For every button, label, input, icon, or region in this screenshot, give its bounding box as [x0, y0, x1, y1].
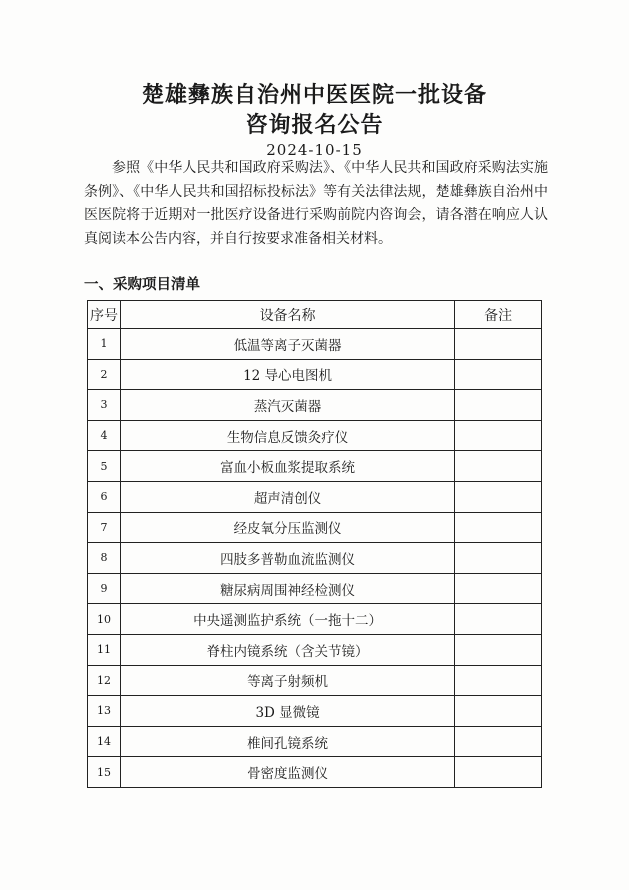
row-index: 13	[88, 696, 121, 727]
row-remarks	[455, 329, 542, 360]
table-row	[88, 451, 542, 482]
row-equipment-name: 富血小板血浆提取系统	[120, 451, 454, 482]
row-index: 4	[88, 420, 121, 451]
row-equipment-name: 3D 显微镜	[120, 696, 454, 727]
table-row	[88, 573, 542, 604]
table-row	[88, 696, 542, 727]
row-index: 10	[88, 604, 121, 635]
section-heading-procurement-list: 一、采购项目清单	[84, 277, 200, 293]
header-index: 序号	[88, 301, 121, 329]
table-row	[88, 329, 542, 360]
row-remarks	[455, 543, 542, 574]
table-row	[88, 512, 542, 543]
document-title-line-2: 咨询报名公告	[245, 113, 384, 138]
row-remarks	[455, 604, 542, 635]
header-equipment-name: 设备名称	[120, 301, 454, 329]
row-remarks	[455, 390, 542, 421]
row-equipment-name: 脊柱内镜系统（含关节镜）	[120, 634, 454, 665]
row-remarks	[455, 481, 542, 512]
table-row	[88, 359, 542, 390]
equipment-table	[87, 300, 542, 788]
row-equipment-name: 骨密度监测仪	[120, 757, 454, 788]
row-index: 9	[88, 573, 121, 604]
table-row	[88, 604, 542, 635]
row-remarks	[455, 359, 542, 390]
table-header-row	[88, 301, 542, 329]
row-equipment-name: 等离子射频机	[120, 665, 454, 696]
table-row	[88, 390, 542, 421]
row-equipment-name: 蒸汽灭菌器	[120, 390, 454, 421]
row-index: 6	[88, 481, 121, 512]
row-equipment-name: 椎间孔镜系统	[120, 726, 454, 757]
header-remarks: 备注	[455, 301, 542, 329]
table-row	[88, 634, 542, 665]
row-index: 11	[88, 634, 121, 665]
row-equipment-name: 低温等离子灭菌器	[120, 329, 454, 360]
row-remarks	[455, 634, 542, 665]
table-row	[88, 420, 542, 451]
row-remarks	[455, 451, 542, 482]
row-equipment-name: 中央遥测监护系统（一拖十二）	[120, 604, 454, 635]
row-equipment-name: 糖尿病周围神经检测仪	[120, 573, 454, 604]
document-title-line-1: 楚雄彝族自治州中医医院一批设备	[141, 83, 487, 108]
document-date: 2024-10-15	[266, 141, 363, 159]
table-row	[88, 665, 542, 696]
row-index: 12	[88, 665, 121, 696]
row-index: 8	[88, 543, 121, 574]
table-row	[88, 757, 542, 788]
row-equipment-name: 12 导心电图机	[120, 359, 454, 390]
table-row	[88, 726, 542, 757]
row-remarks	[455, 757, 542, 788]
row-equipment-name: 超声清创仪	[120, 481, 454, 512]
row-index: 3	[88, 390, 121, 421]
table-row	[88, 481, 542, 512]
row-index: 15	[88, 757, 121, 788]
table-row	[88, 543, 542, 574]
row-equipment-name: 经皮氧分压监测仪	[120, 512, 454, 543]
row-index: 7	[88, 512, 121, 543]
row-remarks	[455, 573, 542, 604]
row-remarks	[455, 665, 542, 696]
row-index: 5	[88, 451, 121, 482]
row-remarks	[455, 420, 542, 451]
intro-paragraph: 参照《中华人民共和国政府采购法》、《中华人民共和国政府采购法实施条例》、《中华人民共和国招标投标法》等有关法律法规，楚雄彝族自治州中医医院将于近期对一批医疗设备进行采购前院内咨询会，请各潜在响应人认真阅读本公告内容，并自行按要求准备相关材料。	[84, 160, 548, 247]
row-equipment-name: 四肢多普勒血流监测仪	[120, 543, 454, 574]
row-remarks	[455, 696, 542, 727]
row-index: 2	[88, 359, 121, 390]
row-index: 1	[88, 329, 121, 360]
row-equipment-name: 生物信息反馈灸疗仪	[120, 420, 454, 451]
row-remarks	[455, 726, 542, 757]
row-index: 14	[88, 726, 121, 757]
row-remarks	[455, 512, 542, 543]
